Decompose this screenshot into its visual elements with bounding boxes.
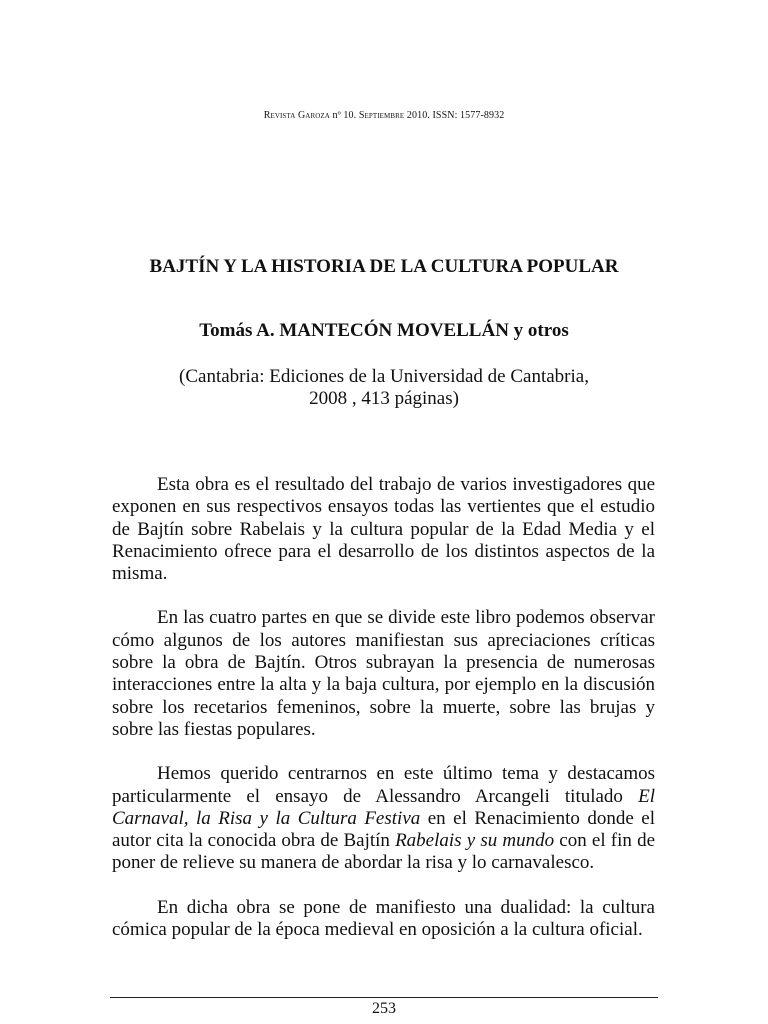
journal-name: Revista Garoza: [263, 110, 330, 121]
publication-line-1: (Cantabria: Ediciones de la Universidad de Cantabria,: [179, 366, 589, 387]
paragraph-3: [112, 763, 655, 874]
publication-info: [0, 366, 768, 410]
issue-year-issn: 2010. ISSN: 1577-8932: [406, 110, 505, 121]
page-number: 253: [372, 1000, 396, 1017]
issue-month: Septiembre: [358, 110, 405, 121]
book-author: Tomás A. MANTECÓN MOVELLÁN y otros: [199, 320, 569, 341]
paragraph-3-text-a: Hemos querido centrarnos en este último tema y destacamos particularmente el ensayo de Alessandro Arcangeli titulado: [112, 763, 655, 807]
issue-number: nº 10.: [332, 110, 357, 121]
essay-title: El Carnaval, la Risa y la Cultura Festiva: [112, 785, 655, 829]
paragraph-2: En las cuatro partes en que se divide este libro podemos observar cómo algunos de los autores manifiestan sus apreciaciones críticas sobre la obra de Bajtín. Otros subrayan la presencia de numerosas interacciones entre la alta y la baja cultura, por ejemplo en la discusión sobre los recetarios femeninos, sobre la muerte, sobre las brujas y sobre las fiestas populares.: [112, 607, 655, 740]
article-body: [112, 474, 655, 963]
paragraph-3-text-c: con el fin de poner de relieve su manera de abordar la risa y lo carnavalesco.: [112, 830, 656, 874]
paragraph-3-text-b: en el Renacimiento donde el autor cita la conocida obra de Bajtín: [112, 807, 655, 852]
article-title: BAJTÍN Y LA HISTORIA DE LA CULTURA POPULAR: [149, 256, 619, 277]
running-header: [0, 110, 768, 121]
paragraph-4: En dicha obra se pone de manifiesto una dualidad: la cultura cómica popular de la época medieval en oposición a la cultura oficial.: [112, 896, 655, 941]
book-title: Rabelais y su mundo: [395, 830, 555, 852]
footer-divider: [110, 997, 658, 998]
publication-line-2: 2008 , 413 páginas): [309, 388, 459, 409]
paragraph-1: Esta obra es el resultado del trabajo de varios investigadores que exponen en sus respectivos ensayos todas las vertientes que el estudio de Bajtín sobre Rabelais y la cultura popular de la Edad Media y el Renacimiento ofrece para el desarrollo de los distintos aspectos de la misma.: [112, 474, 655, 585]
